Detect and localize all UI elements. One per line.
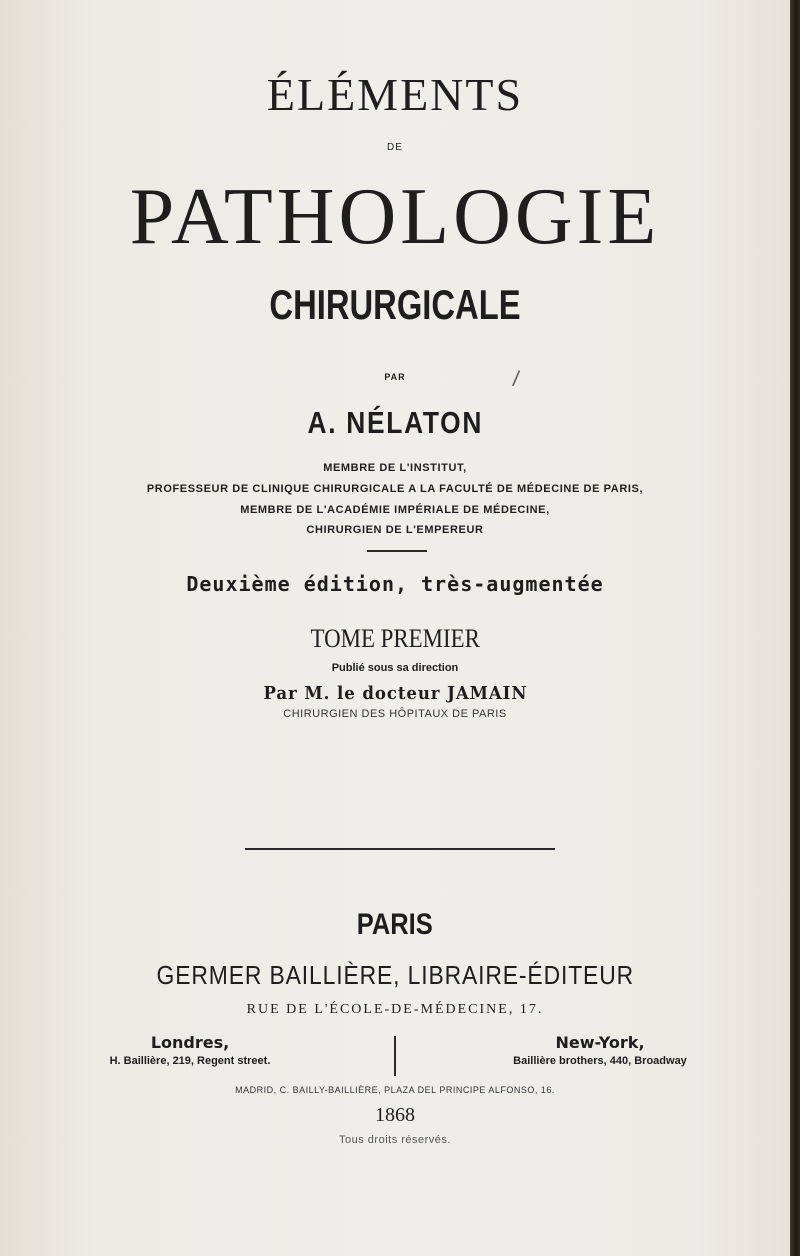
london-address: H. Baillière, 219, Regent street. — [109, 1055, 271, 1067]
par-label: PAR — [384, 372, 406, 382]
publisher-name — [0, 960, 790, 991]
author-affiliation: MEMBRE DE L'ACADÉMIE IMPÉRIALE DE MÉDECINE, — [240, 504, 550, 516]
divider-rule — [245, 848, 555, 850]
rights-notice: Tous droits réservés. — [339, 1134, 451, 1146]
title-chirurgicale — [0, 281, 790, 329]
title-de: DE — [387, 142, 403, 153]
column-divider — [394, 1036, 396, 1076]
author-name — [0, 405, 790, 441]
volume-title-text: TOME PREMIER — [310, 624, 480, 653]
london-city: Londres, — [150, 1033, 230, 1052]
editor-name — [0, 683, 790, 704]
imprint-city — [0, 908, 790, 942]
author-affiliation: PROFESSEUR DE CLINIQUE CHIRURGICALE A LA FACULTÉ DE MÉDECINE DE PARIS, — [146, 483, 644, 495]
publisher-name-text: GERMER BAILLIÈRE, LIBRAIRE-ÉDITEUR — [156, 960, 634, 990]
title-pathologie: PATHOLOGIE — [129, 173, 661, 261]
volume-title — [0, 624, 790, 654]
author-name-text: A. NÉLATON — [307, 405, 483, 440]
editor-title: CHIRURGIEN DES HÔPITAUX DE PARIS — [283, 708, 507, 720]
edition-note: Deuxième édition, très-augmentée — [186, 572, 604, 596]
published-under: Publié sous sa direction — [331, 662, 459, 674]
author-affiliation: CHIRURGIEN DE L'EMPEREUR — [306, 524, 484, 536]
title-elements: ÉLÉMENTS — [266, 69, 524, 120]
publisher-address: RUE DE L'ÉCOLE-DE-MÉDECINE, 17. — [246, 1002, 544, 1017]
editor-name-text: Par M. le docteur JAMAIN — [263, 683, 527, 704]
newyork-city: New-York, — [555, 1033, 645, 1052]
title-chirurgicale-text: CHIRURGICALE — [269, 281, 521, 328]
madrid-branch: MADRID, C. BAILLY-BAILLIÈRE, PLAZA DEL PRINCIPE ALFONSO, 16. — [235, 1085, 555, 1095]
author-affiliation: MEMBRE DE L'INSTITUT, — [323, 462, 467, 474]
newyork-branch — [410, 1033, 790, 1067]
divider-rule — [367, 550, 427, 552]
imprint-city-text: PARIS — [356, 908, 434, 941]
book-edge — [790, 0, 800, 1256]
newyork-address: Baillière brothers, 440, Broadway — [513, 1055, 687, 1067]
publication-year: 1868 — [375, 1104, 415, 1126]
london-branch — [0, 1033, 380, 1067]
pencil-mark: / — [511, 365, 521, 392]
